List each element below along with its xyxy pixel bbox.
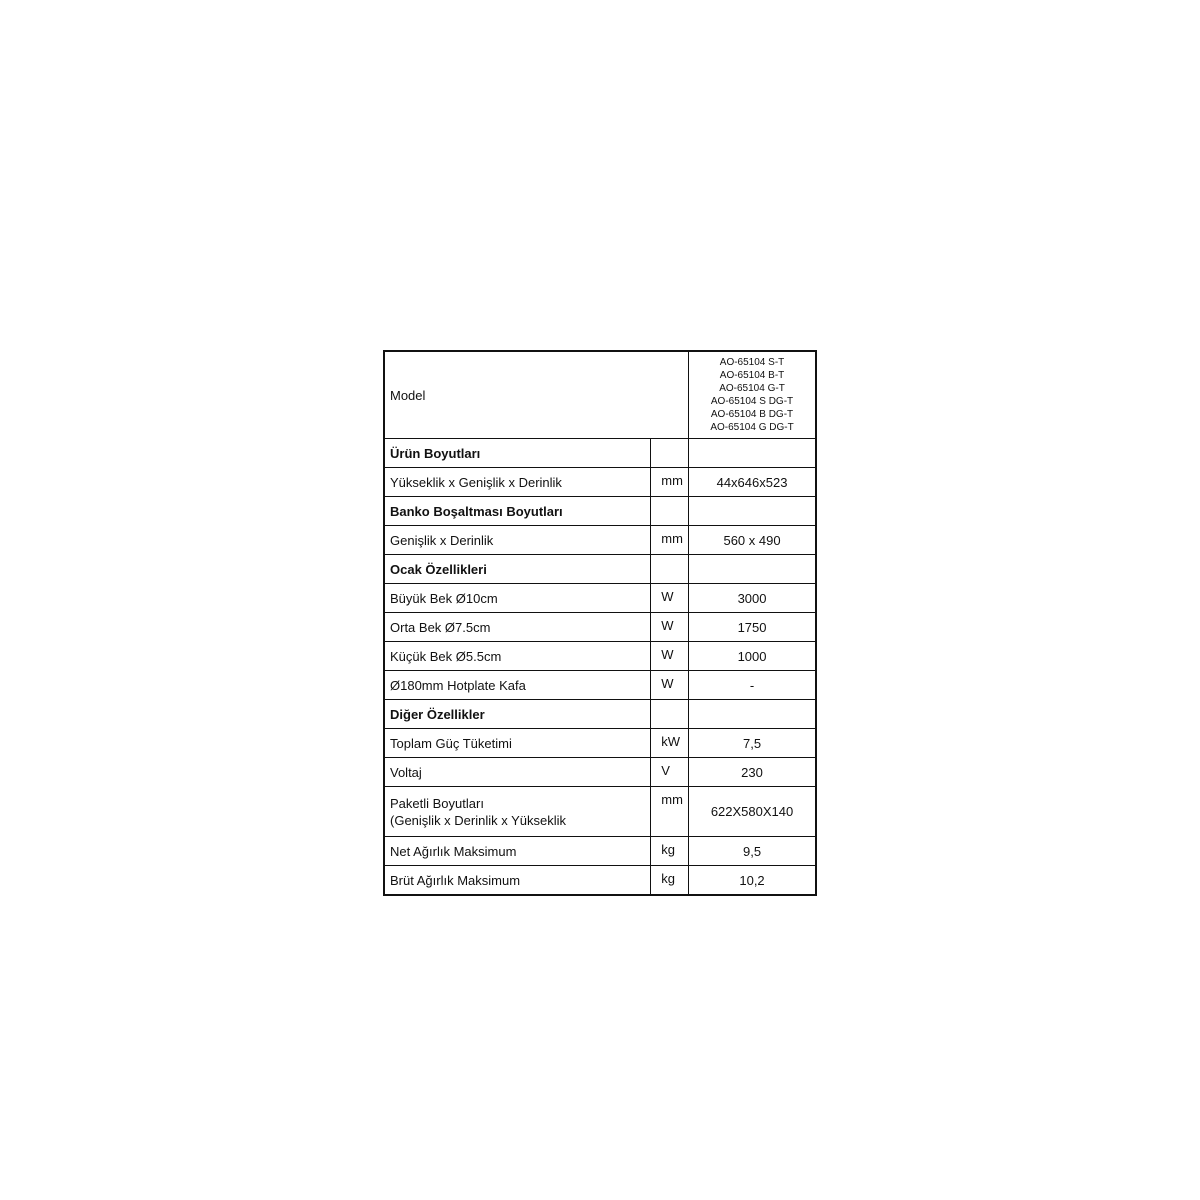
model-header-row <box>384 351 816 439</box>
spec-row <box>384 787 816 837</box>
spec-unit: mm <box>651 468 689 497</box>
spec-row <box>384 758 816 787</box>
section-title: Banko Boşaltması Boyutları <box>384 497 651 526</box>
model-code: AO-65104 S-T <box>719 357 785 368</box>
spec-row <box>384 729 816 758</box>
spec-value: 10,2 <box>689 866 816 896</box>
spec-table <box>383 350 817 896</box>
spec-label: Ø180mm Hotplate Kafa <box>384 671 651 700</box>
spec-unit: mm <box>651 526 689 555</box>
spec-value: 230 <box>689 758 816 787</box>
spec-row <box>384 866 816 896</box>
spec-row <box>384 526 816 555</box>
section-title: Ürün Boyutları <box>384 439 651 468</box>
spec-value: 1750 <box>689 613 816 642</box>
model-code: AO-65104 G DG-T <box>710 422 794 433</box>
spec-value: 1000 <box>689 642 816 671</box>
spec-value: 3000 <box>689 584 816 613</box>
spec-value: 622X580X140 <box>689 787 816 837</box>
model-list <box>689 351 816 439</box>
spec-value: 44x646x523 <box>689 468 816 497</box>
section-header-row <box>384 439 816 468</box>
spec-unit: kW <box>651 729 689 758</box>
spec-unit <box>651 497 689 526</box>
spec-unit: kg <box>651 866 689 896</box>
section-header-row <box>384 497 816 526</box>
spec-label: Büyük Bek Ø10cm <box>384 584 651 613</box>
spec-label <box>384 787 651 837</box>
spec-row <box>384 468 816 497</box>
spec-row <box>384 671 816 700</box>
section-header-row <box>384 555 816 584</box>
spec-label: Voltaj <box>384 758 651 787</box>
model-code: AO-65104 S DG-T <box>710 396 794 407</box>
section-title: Diğer Özellikler <box>384 700 651 729</box>
spec-label: Genişlik x Derinlik <box>384 526 651 555</box>
model-code: AO-65104 B-T <box>719 370 785 381</box>
model-code: AO-65104 G-T <box>719 383 785 394</box>
spec-value <box>689 700 816 729</box>
spec-label-line: (Genişlik x Derinlik x Yükseklik <box>390 812 567 828</box>
spec-row <box>384 837 816 866</box>
spec-value: 9,5 <box>689 837 816 866</box>
spec-unit: kg <box>651 837 689 866</box>
spec-unit: W <box>651 642 689 671</box>
spec-label: Yükseklik x Genişlik x Derinlik <box>384 468 651 497</box>
spec-value <box>689 439 816 468</box>
spec-unit: V <box>651 758 689 787</box>
spec-unit: W <box>651 613 689 642</box>
spec-unit: W <box>651 584 689 613</box>
spec-table-body <box>384 351 816 895</box>
spec-value: 560 x 490 <box>689 526 816 555</box>
spec-label: Küçük Bek Ø5.5cm <box>384 642 651 671</box>
spec-row <box>384 613 816 642</box>
spec-label: Brüt Ağırlık Maksimum <box>384 866 651 896</box>
spec-label: Toplam Güç Tüketimi <box>384 729 651 758</box>
section-header-row <box>384 700 816 729</box>
spec-row <box>384 642 816 671</box>
spec-value: - <box>689 671 816 700</box>
spec-unit <box>651 555 689 584</box>
spec-label-line: Paketli Boyutları <box>390 795 484 811</box>
spec-label: Net Ağırlık Maksimum <box>384 837 651 866</box>
spec-value: 7,5 <box>689 729 816 758</box>
spec-value <box>689 555 816 584</box>
spec-unit <box>651 439 689 468</box>
spec-label: Orta Bek Ø7.5cm <box>384 613 651 642</box>
spec-unit: mm <box>651 787 689 837</box>
section-title: Ocak Özellikleri <box>384 555 651 584</box>
model-label: Model <box>384 351 689 439</box>
spec-unit <box>651 700 689 729</box>
spec-row <box>384 584 816 613</box>
spec-unit: W <box>651 671 689 700</box>
spec-value <box>689 497 816 526</box>
model-code: AO-65104 B DG-T <box>710 409 794 420</box>
